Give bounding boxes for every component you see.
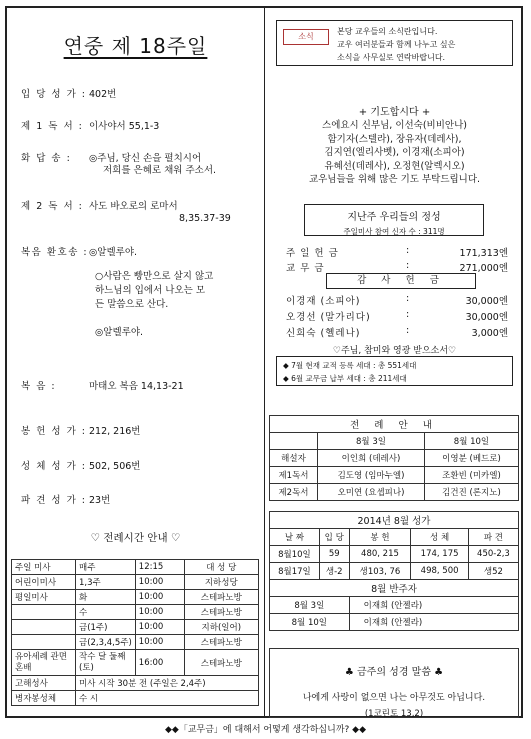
blessing-text: ♡주님, 참미와 영광 받으소서♡ bbox=[332, 346, 457, 356]
prayer-list: 스에요시 신부님, 이선숙(비비안나) 함기자(스텔라), 장유자(데레사), 김지연(엘리사벳), 이경재(소피아) 유혜선(데레사), 오정현(알렉시오) 교우님들을 위해 많은 기도 부탁드립니다. bbox=[308, 120, 481, 185]
news-notice-text: 본당 교우들의 소식란입니다. 교우 여러분들과 함께 나누고 싶은 소식을 사무실로 연락바랍니다. bbox=[337, 27, 456, 62]
table-row: 전 례 안 내 bbox=[270, 416, 519, 433]
table-row: 어린이미사 1,3주 10:00 지하성당 bbox=[12, 575, 259, 590]
news-logo-icon: 소식 bbox=[283, 29, 329, 45]
second-reading-ref: 8,35.37-39 bbox=[179, 213, 231, 224]
table-row: 제1독서 김도영 (임마누엘) 조환빈 (미카엘) bbox=[270, 467, 519, 484]
offering-title-box: 지난주 우리들의 정성 주일미사 참여 신자 수 : 311명 bbox=[304, 204, 484, 236]
offertory-hymn: 봉 헌 성 가 : 212, 216번 bbox=[21, 426, 141, 437]
acclamation-line-3: 든 말씀으로 산다. bbox=[95, 299, 169, 310]
left-column bbox=[7, 8, 264, 716]
liturgy-notice-table bbox=[269, 415, 519, 501]
table-row: 8월 10일 이재희 (안젤라) bbox=[270, 614, 519, 631]
acclamation-line-1: ○사람은 빵만으로 살지 않고 bbox=[95, 271, 214, 282]
weekly-verse-box: ♣ 금주의 성경 말씀 ♣ 나에게 사랑이 없으면 나는 아무것도 아닙니다. (1코린토 13,2) bbox=[269, 648, 519, 718]
parish-stats-box: ◆ 7월 현재 교적 등록 세대 : 총 551세대 ◆ 6월 교무금 납부 세대 : 총 211세대 bbox=[276, 356, 513, 386]
table-row: 제2독서 오미연 (요셉피나) 김건진 (론지노) bbox=[270, 484, 519, 501]
second-reading: 제 2 독 서 : 사도 바오로의 로마서 bbox=[21, 201, 178, 212]
table-row: 해설자 이인희 (데레사) 이영분 (베드로) bbox=[270, 450, 519, 467]
service-times-title: ♡ 전례시간 안내 ♡ bbox=[90, 532, 181, 544]
gospel-acclamation: 복음 환호송 :◎알렐루야. bbox=[21, 247, 138, 258]
psalm-line-2: 저희를 은혜로 채워 주소서. bbox=[103, 165, 217, 176]
entrance-hymn: 입 당 성 가 : 402번 bbox=[21, 89, 117, 100]
responsorial-psalm: 화 답 송 : ◎주님, 당신 손을 펼치시어 bbox=[21, 153, 202, 164]
first-reading: 제 1 독 서 : 이사야서 55,1-3 bbox=[21, 121, 160, 132]
footer-question: ◆◆「교무금」에 대해서 어떻게 생각하십니까? ◆◆ bbox=[164, 725, 366, 735]
table-row: 평일미사 화 10:00 스테파노방 bbox=[12, 590, 259, 605]
table-row: 주일 미사 매주 12:15 대 성 당 bbox=[12, 560, 259, 575]
table-row: 8월 반주자 bbox=[270, 580, 519, 597]
table-row: 유아세례 관면혼배 작수 달 둘째 (토) 16:00 스테파노방 bbox=[12, 650, 259, 676]
table-row: 수 10:00 스테파노방 bbox=[12, 605, 259, 620]
table-row: 병자봉성체 수 시 bbox=[12, 691, 259, 706]
prayer-title: + 기도합시다 + bbox=[358, 107, 431, 118]
recessional-hymn: 파 견 성 가 : 23번 bbox=[21, 495, 111, 506]
hymns-table bbox=[269, 511, 519, 631]
gospel: 복 음 : 마태오 복음 14,13-21 bbox=[21, 381, 184, 392]
table-row: 8월10일 59 480, 215 174, 175 450-2,3 bbox=[270, 546, 519, 563]
table-row: 8월 3일 이재희 (안젤라) bbox=[270, 597, 519, 614]
news-notice-box bbox=[276, 20, 513, 66]
table-row: 금(1주) 10:00 지하(일어) bbox=[12, 620, 259, 635]
right-column: 소식 본당 교우들의 소식란입니다. 교우 여러분들과 함께 나누고 싶은 소식을 사무실로 연락바랍니다. + 기도합시다 + 스에요시 신부님, 이선숙(비비안나) 함기자(스텔라), 장유자(데레사), 김지연(엘리사벳), 이경재(소피아) 유혜선(데레사), 오정현(알렉시오) 교우님들을 위해 많은 기도 부탁드립니다. 지난주 우리들의 정성 주일미사 참여 신자 수 : 311명 주 일 헌 금 : 171,313엔 교 무 금 : 271,000엔 감 사 헌 금 이경재 (소피아) : 30,000엔 오경선 (말가리다) : 30,000엔 신희숙 (헬레나) : 3,000엔 ♡주님, 참미와 영광 받으소서♡ ◆ 7월 현재 교적 등록 세대 : 총 551세대 ◆ 6월 교무금 납부 세대 : 총 211세대 전 례 안 내 8월 3일 8월 10일 해설자 이인희 (데레사) 이영분 (베드로) 제1독서 김도영 (임마누엘) 조환빈 (미카엘) 제2독서 오미연 (요셉피나) 김건진 (론지노) 2014년 8월 성가 날 짜 입 당 봉 헌 성 체 파 견 8월10일 59 480, 215 174, 175 450-2,3 8월17일 생-2 생103, 76 498, 500 생52 8월 반주자 8월 3일 이재희 (안젤라) 8월 10일 이재희 (안젤라) ♣ 금주의 성경 말씀 ♣ 나에게 사랑이 없으면 나는 아무것도 아닙니다. (1코린토 13,2) bbox=[266, 8, 523, 716]
table-row: 2014년 8월 성가 bbox=[270, 512, 519, 529]
acclamation-line-2: 하느님의 입에서 나오는 모 bbox=[95, 285, 206, 296]
communion-hymn: 성 체 성 가 : 502, 506번 bbox=[21, 461, 141, 472]
service-times-table bbox=[11, 559, 259, 706]
table-row: 8월 3일 8월 10일 bbox=[270, 433, 519, 450]
table-row: 고해성사 미사 시작 30분 전 (주일은 2,4주) bbox=[12, 676, 259, 691]
table-row: 금(2,3,4,5주) 10:00 스테파노방 bbox=[12, 635, 259, 650]
bulletin-frame bbox=[5, 6, 523, 718]
column-divider bbox=[264, 8, 265, 716]
table-row: 8월17일 생-2 생103, 76 498, 500 생52 bbox=[270, 563, 519, 580]
page-title: 연중 제 18주일 bbox=[63, 34, 208, 58]
thanks-offering-title: 감 사 헌 금 bbox=[326, 273, 476, 289]
table-row: 날 짜 입 당 봉 헌 성 체 파 견 bbox=[270, 529, 519, 546]
acclamation-line-4: ◎알렐루야. bbox=[95, 327, 144, 338]
